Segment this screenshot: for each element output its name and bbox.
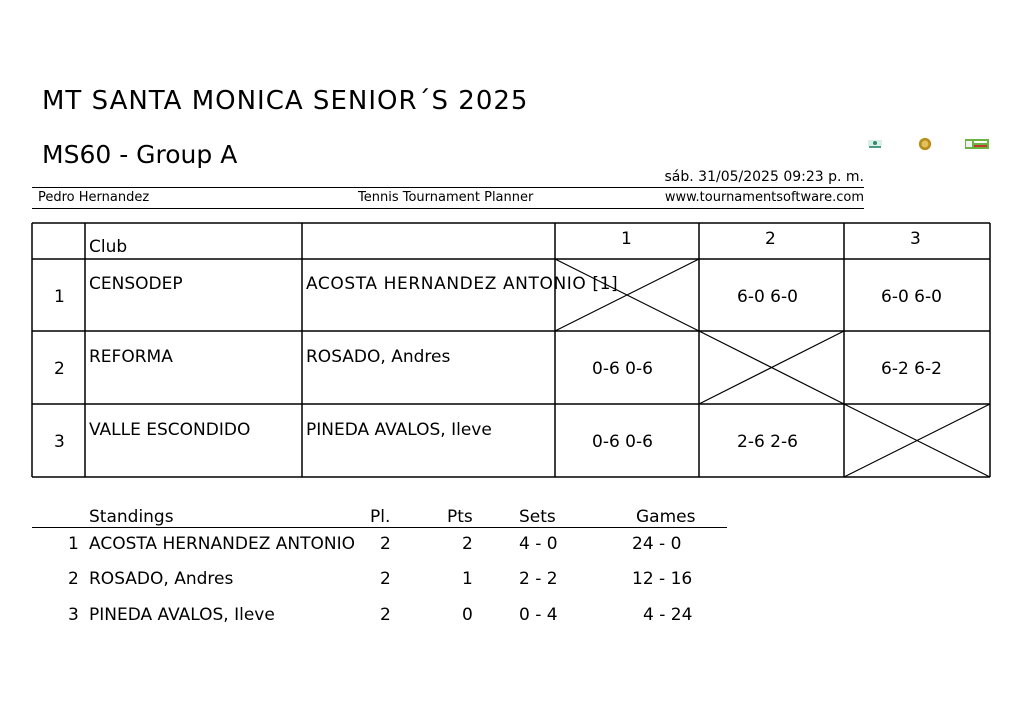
standing-sets: 0 - 4 xyxy=(519,605,558,625)
standing-games: 4 - 24 xyxy=(643,605,693,625)
row-number: 3 xyxy=(54,432,65,452)
print-datetime: sáb. 31/05/2025 09:23 p. m. xyxy=(664,169,864,185)
organizer-name: Pedro Hernandez xyxy=(38,190,150,205)
match-result: 0-6 0-6 xyxy=(592,432,653,452)
standing-games: 24 - 0 xyxy=(632,534,682,554)
club-name: REFORMA xyxy=(89,347,173,367)
standing-position: 1 xyxy=(68,534,79,554)
match-result: 6-2 6-2 xyxy=(881,359,942,379)
played-header: Pl. xyxy=(370,507,391,527)
standing-position: 3 xyxy=(68,605,79,625)
standing-played: 2 xyxy=(380,534,391,554)
standing-sets: 2 - 2 xyxy=(519,569,558,589)
group-title: MS60 - Group A xyxy=(42,140,238,169)
match-result: 0-6 0-6 xyxy=(592,359,653,379)
software-name: Tennis Tournament Planner xyxy=(358,190,534,205)
club-name: VALLE ESCONDIDO xyxy=(89,420,251,440)
row-number: 1 xyxy=(54,287,65,307)
club-column-header: Club xyxy=(89,237,128,257)
sets-header: Sets xyxy=(519,507,556,527)
col-header-2: 2 xyxy=(765,229,776,249)
col-header-3: 3 xyxy=(910,229,921,249)
player-name: ACOSTA HERNANDEZ ANTONIO [1] xyxy=(306,274,619,294)
standings-rule xyxy=(32,527,727,528)
standing-games: 12 - 16 xyxy=(632,569,693,589)
player-name: ROSADO, Andres xyxy=(306,347,451,367)
match-result: 2-6 2-6 xyxy=(737,432,798,452)
standing-player: PINEDA AVALOS, Ileve xyxy=(89,605,275,625)
match-result: 6-0 6-0 xyxy=(881,287,942,307)
match-result: 6-0 6-0 xyxy=(737,287,798,307)
col-header-1: 1 xyxy=(621,229,632,249)
standing-player: ROSADO, Andres xyxy=(89,569,234,589)
website-link[interactable]: www.tournamentsoftware.com xyxy=(664,190,864,205)
standing-points: 1 xyxy=(462,569,473,589)
standing-sets: 4 - 0 xyxy=(519,534,558,554)
standings-header: Standings xyxy=(89,507,174,527)
club-name: CENSODEP xyxy=(89,274,183,294)
tournament-title: MT SANTA MONICA SENIOR´S 2025 xyxy=(42,86,529,116)
player-name: PINEDA AVALOS, Ileve xyxy=(306,420,492,440)
standing-points: 2 xyxy=(462,534,473,554)
points-header: Pts xyxy=(447,507,473,527)
standing-position: 2 xyxy=(68,569,79,589)
games-header: Games xyxy=(636,507,696,527)
row-number: 2 xyxy=(54,359,65,379)
standing-points: 0 xyxy=(462,605,473,625)
standing-played: 2 xyxy=(380,605,391,625)
standing-played: 2 xyxy=(380,569,391,589)
standing-player: ACOSTA HERNANDEZ ANTONIO xyxy=(89,534,355,554)
